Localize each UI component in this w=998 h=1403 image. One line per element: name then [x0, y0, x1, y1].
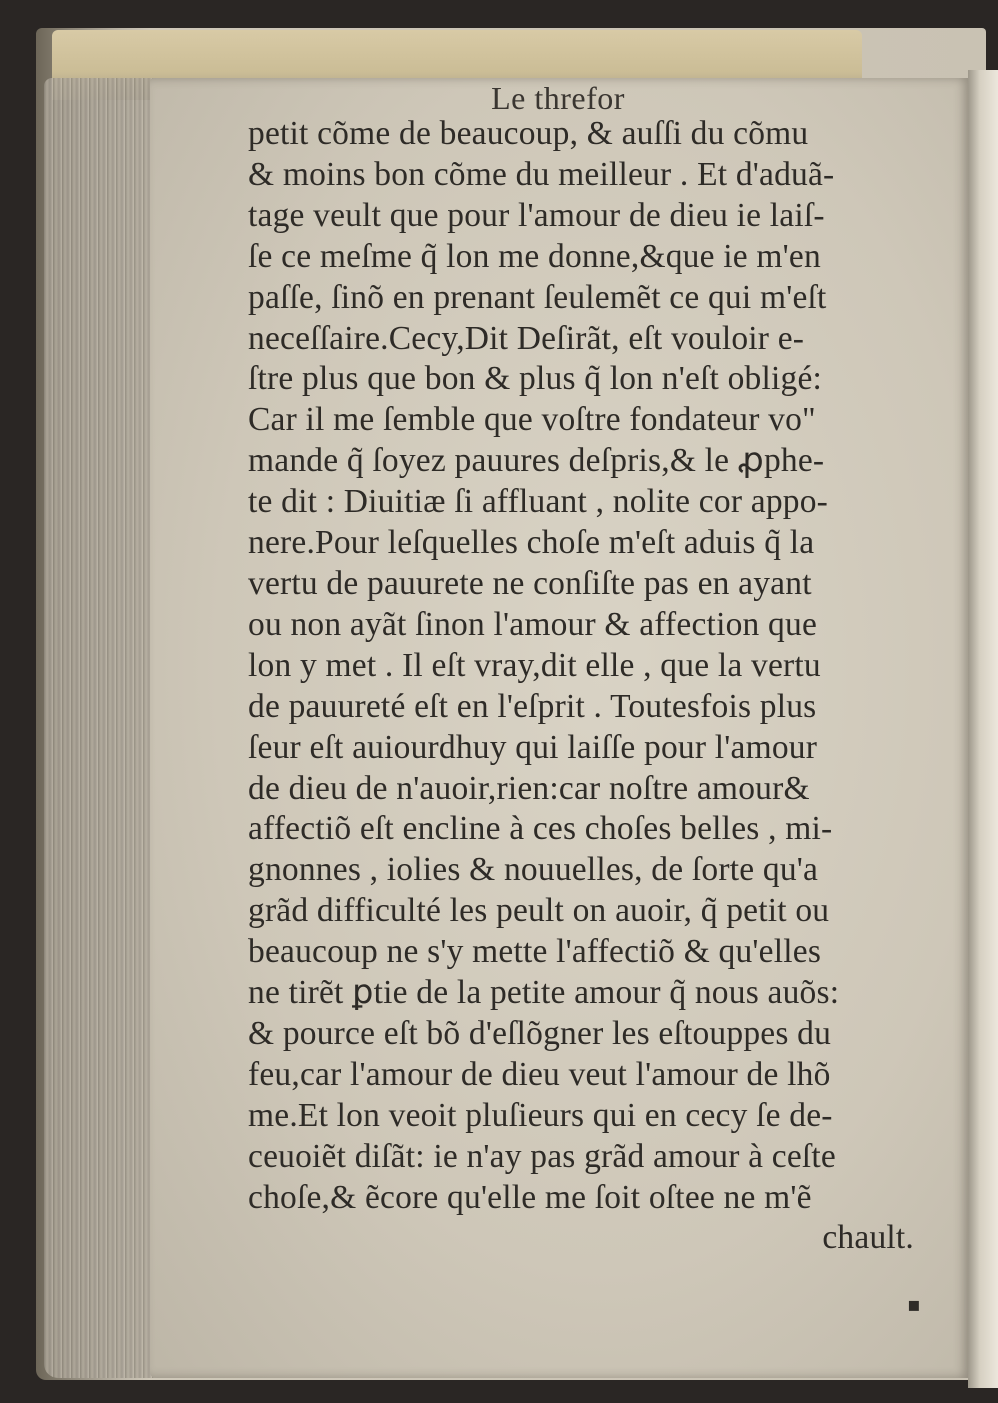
text-line: ceuoiẽt diſãt: ie n'ay pas grãd amour à ceſte — [248, 1137, 837, 1175]
text-line: neceſſaire.Cecy,Dit Deſirãt, eſt vouloir e- — [248, 319, 805, 357]
text-line: & moins bon cõme du meilleur . Et d'aduã- — [248, 155, 835, 193]
text-line: ſeur eſt auiourdhuy qui laiſſe pour l'amour — [248, 728, 818, 766]
text-line: ſe ce meſme q̃ lon me donne,&que ie m'en — [248, 237, 821, 275]
book-gutter — [968, 70, 998, 1390]
text-line: mande q̃ ſoyez pauures deſpris,& le ꝓphe- — [248, 442, 825, 480]
background-strip — [0, 1388, 998, 1403]
printer-mark: ▪ — [907, 1292, 921, 1316]
text-line: feu,car l'amour de dieu veut l'amour de lhõ — [248, 1055, 831, 1093]
text-line: me.Et lon veoit pluſieurs qui en cecy ſe de- — [248, 1096, 833, 1134]
text-line: nere.Pour leſquelles choſe m'eſt aduis q̃ la — [248, 524, 815, 562]
text-line: Car il me ſemble que voſtre fondateur vo" — [248, 401, 816, 439]
text-line: lon y met . Il eſt vray,dit elle , que la vertu — [248, 646, 821, 684]
text-line: ſtre plus que bon & plus q̃ lon n'eſt obligé: — [248, 360, 823, 398]
text-line: beaucoup ne s'y mette l'affectiõ & qu'elles — [248, 933, 822, 971]
text-line: tage veult que pour l'amour de dieu ie laiſ- — [248, 196, 825, 234]
text-line: & pource eſt bõ d'eſlõgner les eſtouppes du — [248, 1014, 832, 1052]
text-line: choſe,& ẽcore qu'elle me ſoit oſtee ne m'ẽ — [248, 1178, 812, 1216]
catchword: chault. — [822, 1219, 914, 1257]
text-line: de dieu de n'auoir,rien:car noſtre amour& — [248, 769, 810, 807]
text-line: grãd difficulté les peult on auoir, q̃ petit ou — [248, 892, 830, 930]
text-line: petit cõme de beaucoup, & auſſi du cõmu — [248, 115, 809, 152]
text-line: ou non ayãt ſinon l'amour & affection que — [248, 605, 818, 643]
text-line: ne tirẽt ꝑtie de la petite amour q̃ nous auõs: — [248, 974, 840, 1012]
running-head: Le threfor — [491, 80, 625, 116]
text-line: de pauureté eſt en l'eſprit . Toutesfois plus — [248, 687, 817, 725]
text-line: te dit : Diuitiæ ſi affluant , nolite cor appo- — [248, 483, 829, 521]
text-line: affectiõ eſt encline à ces choſes belles , mi- — [248, 810, 833, 848]
text-line: gnonnes , iolies & nouuelles, de ſorte qu'a — [248, 851, 819, 889]
text-line: paſſe, ſinõ en prenant ſeulemẽt ce qui m'eſt — [248, 278, 827, 316]
text-line: vertu de pauurete ne conſiſte pas en ayant — [248, 564, 812, 602]
page-text-block — [248, 82, 918, 1259]
